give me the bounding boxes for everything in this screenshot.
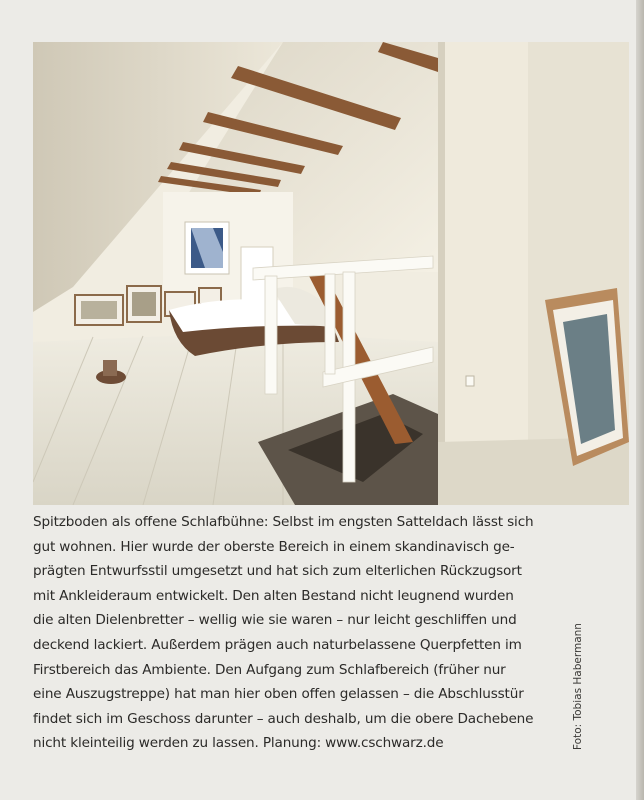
caption-line: prägten Entwurfsstil umgesetzt und hat sich zum elterlichen Rückzugsort	[33, 563, 522, 580]
caption-line: mit Ankleideraum entwickelt. Den alten Bestand nicht leugnend wurden	[33, 587, 514, 604]
caption-line: deckend lackiert. Außerdem prägen auch naturbelassene Querpfetten im	[33, 636, 522, 653]
caption-line: findet sich im Geschoss darunter – auch deshalb, um die obere Dachebene	[33, 710, 534, 727]
caption-line: die alten Dielenbretter – wellig wie sie waren – nur leicht geschliffen und	[33, 612, 517, 629]
attic-bedroom-photo	[33, 42, 629, 505]
caption-line: Firstbereich das Ambiente. Den Aufgang zum Schlafbereich (früher nur	[33, 661, 506, 678]
photo-credit: Foto: Tobias Habermann	[572, 623, 584, 750]
caption-line: nicht kleinteilig werden zu lassen. Planung: www.cschwarz.de	[33, 735, 444, 752]
caption-line: Spitzboden als offene Schlafbühne: Selbst im engsten Satteldach lässt sich	[33, 514, 534, 530]
partition-shadow	[438, 42, 445, 472]
page-edge	[636, 0, 644, 800]
floor-object-top	[103, 360, 117, 376]
partition-wall	[438, 42, 528, 472]
wall-socket	[466, 376, 474, 386]
caption-line: gut wohnen. Hier wurde der oberste Bereich in einem skandinavisch ge-	[33, 538, 515, 555]
photo-caption	[33, 510, 593, 756]
attic-bedroom-illustration	[33, 42, 629, 505]
caption-line: eine Auszugstreppe) hat man hier oben offen gelassen – die Abschlusstür	[33, 686, 524, 703]
